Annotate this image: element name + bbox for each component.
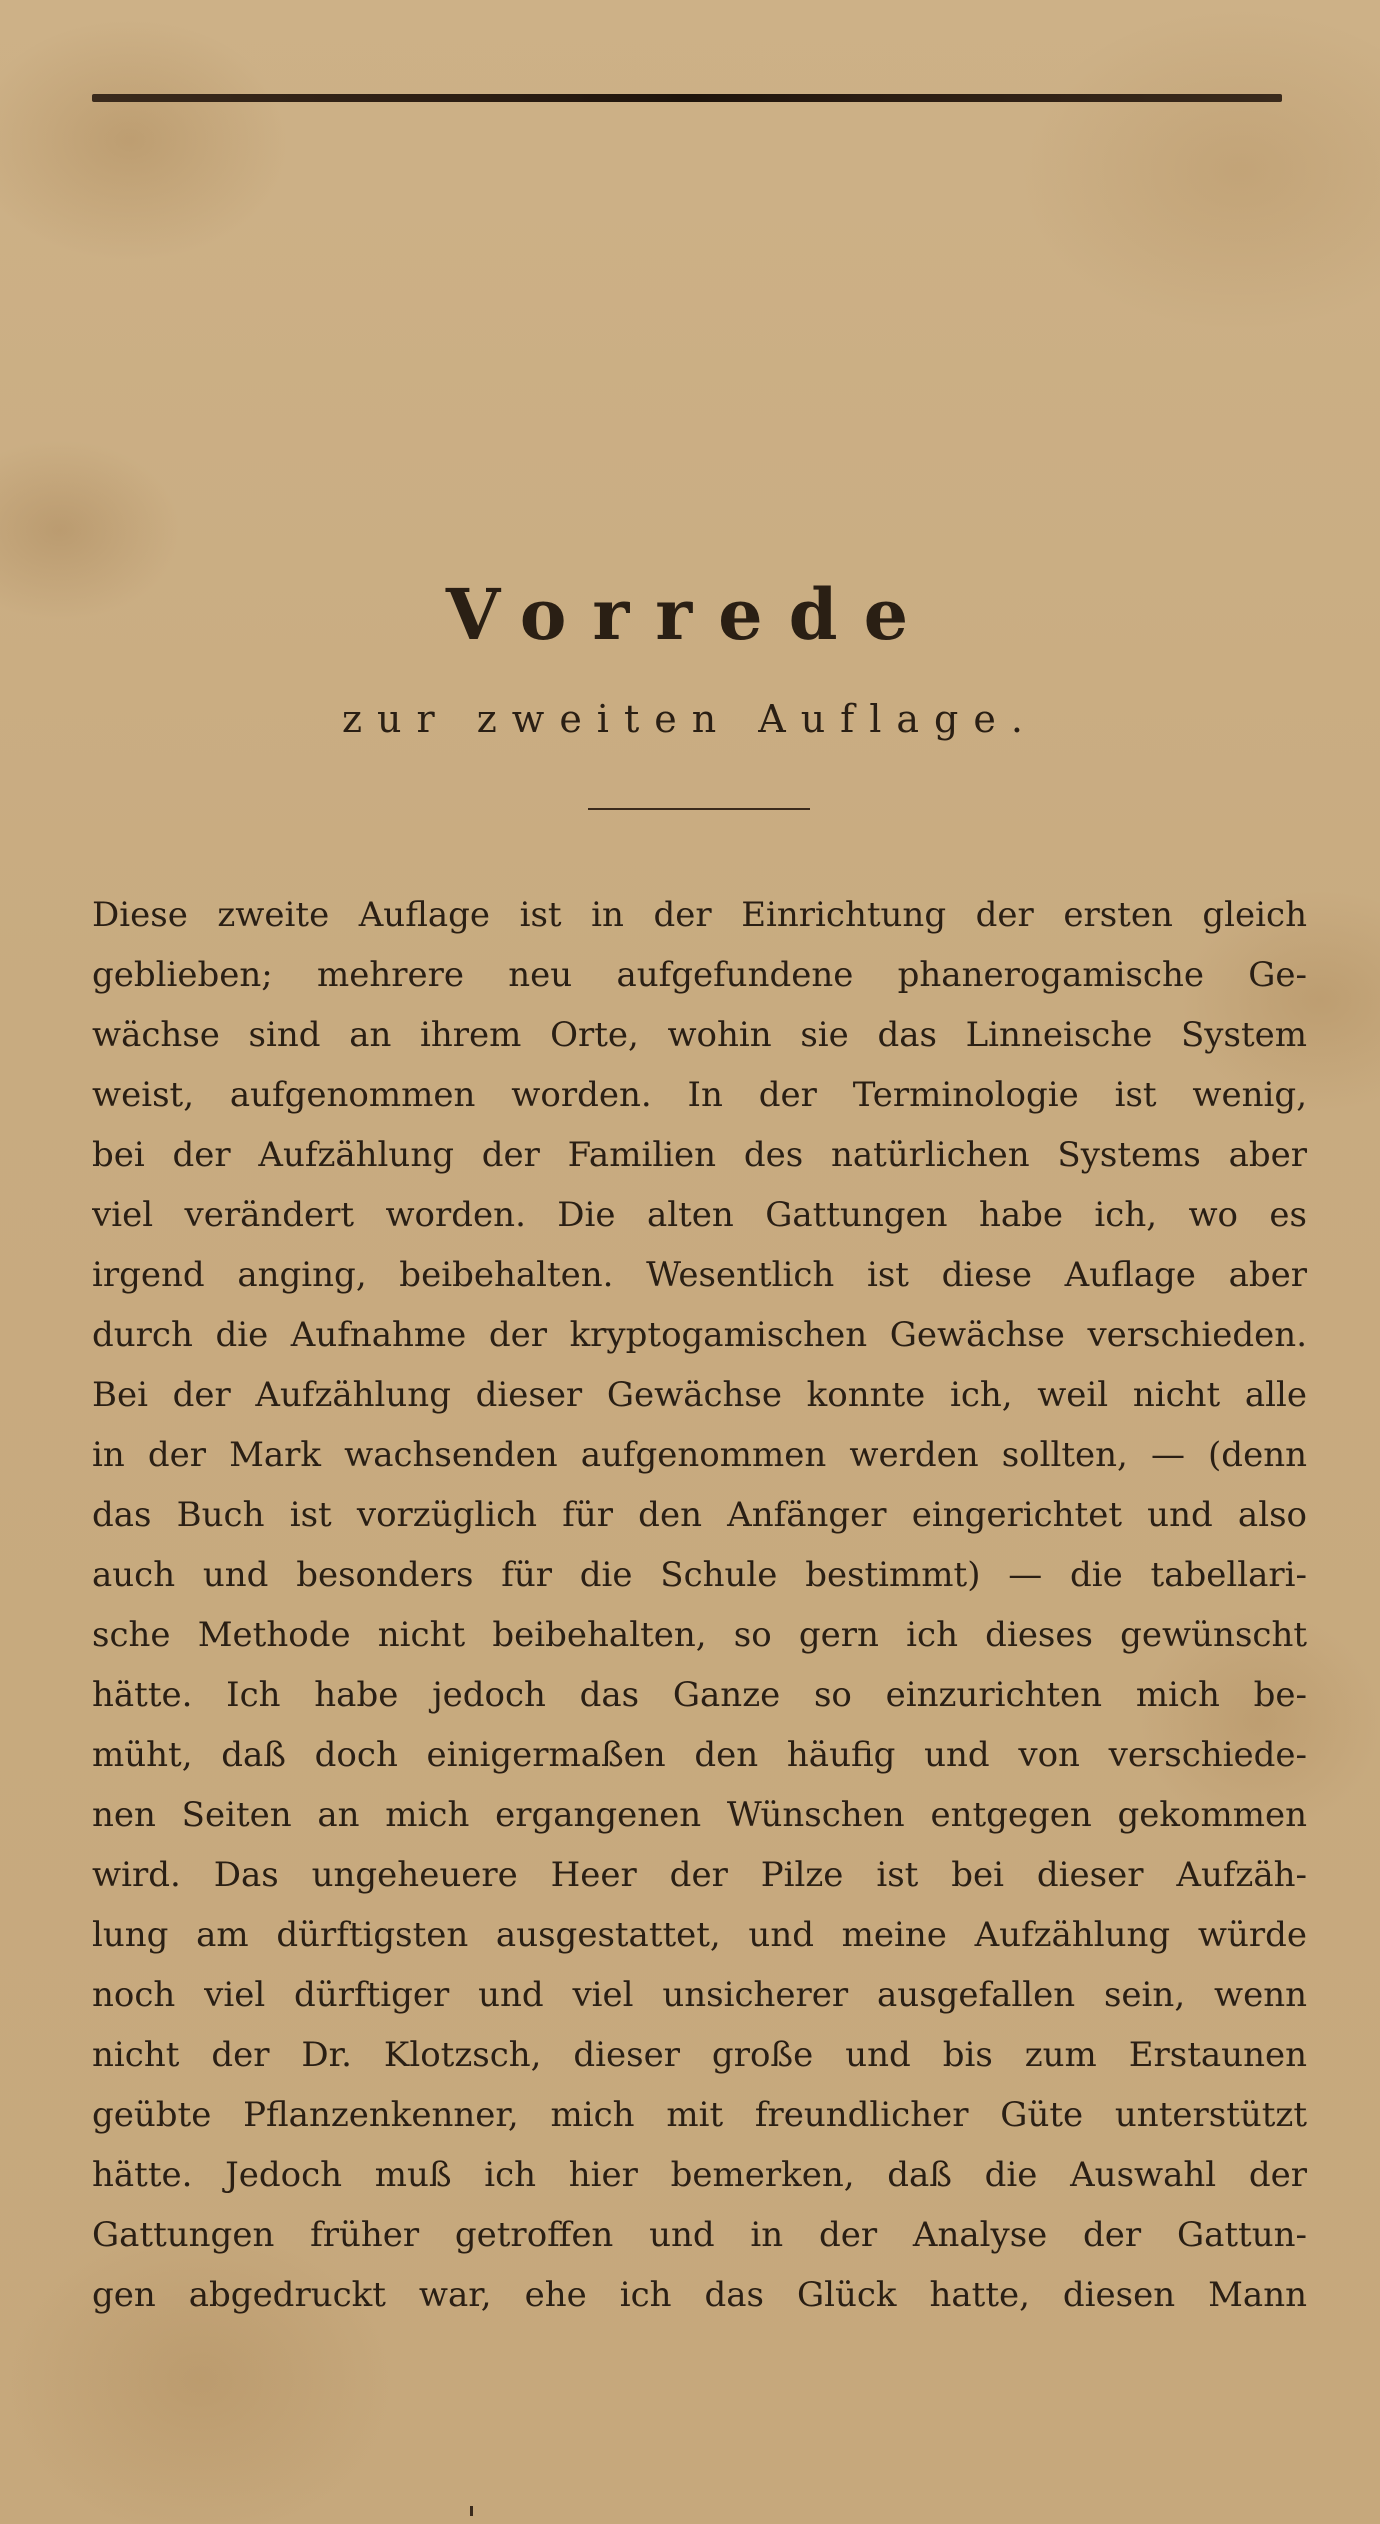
text-line: sche Methode nicht beibehalten, so gern ich dieses gewünscht: [92, 1615, 1307, 1655]
text-line: geblieben; mehrere neu aufgefundene phanerogamische Ge-: [92, 955, 1307, 995]
preface-text: [92, 885, 1307, 2325]
text-line: durch die Aufnahme der kryptogamischen Gewächse verschieden.: [92, 1315, 1307, 1355]
text-line: wächse sind an ihrem Orte, wohin sie das Linneische System: [92, 1015, 1307, 1055]
text-line: müht, daß doch einigermaßen den häufig und von verschiede-: [92, 1735, 1307, 1775]
text-line: das Buch ist vorzüglich für den Anfänger eingerichtet und also: [92, 1495, 1307, 1535]
text-line: nen Seiten an mich ergangenen Wünschen entgegen gekommen: [92, 1795, 1307, 1835]
text-line: hätte. Ich habe jedoch das Ganze so einzurichten mich be-: [92, 1675, 1307, 1715]
page-subtitle: zur zweiten Auflage.: [342, 697, 1038, 741]
text-line: nicht der Dr. Klotzsch, dieser große und bis zum Erstaunen: [92, 2035, 1307, 2075]
header-rule: [92, 94, 1282, 102]
text-line: weist, aufgenommen worden. In der Terminologie ist wenig,: [92, 1075, 1307, 1115]
text-line: auch und besonders für die Schule bestimmt) — die tabellari-: [92, 1555, 1307, 1595]
text-line: gen abgedruckt war, ehe ich das Glück hatte, diesen Mann: [92, 2275, 1307, 2315]
text-line: bei der Aufzählung der Familien des natürlichen Systems aber: [92, 1135, 1307, 1175]
page-title: Vorrede: [445, 573, 935, 656]
section-divider: [588, 808, 810, 810]
text-line: Bei der Aufzählung dieser Gewächse konnte ich, weil nicht alle: [92, 1375, 1307, 1415]
text-line: viel verändert worden. Die alten Gattungen habe ich, wo es: [92, 1195, 1307, 1235]
text-line: noch viel dürftiger und viel unsicherer ausgefallen sein, wenn: [92, 1975, 1307, 2015]
page-mark: [470, 2506, 473, 2516]
text-line: Diese zweite Auflage ist in der Einrichtung der ersten gleich: [92, 895, 1307, 935]
text-line: Gattungen früher getroffen und in der Analyse der Gattun-: [92, 2215, 1307, 2255]
text-line: geübte Pflanzenkenner, mich mit freundlicher Güte unterstützt: [92, 2095, 1307, 2135]
text-line: wird. Das ungeheuere Heer der Pilze ist bei dieser Aufzäh-: [92, 1855, 1307, 1895]
text-line: lung am dürftigsten ausgestattet, und meine Aufzählung würde: [92, 1915, 1307, 1955]
text-line: in der Mark wachsenden aufgenommen werden sollten, — (denn: [92, 1435, 1307, 1475]
text-line: irgend anging, beibehalten. Wesentlich ist diese Auflage aber: [92, 1255, 1307, 1295]
text-line: hätte. Jedoch muß ich hier bemerken, daß die Auswahl der: [92, 2155, 1307, 2195]
